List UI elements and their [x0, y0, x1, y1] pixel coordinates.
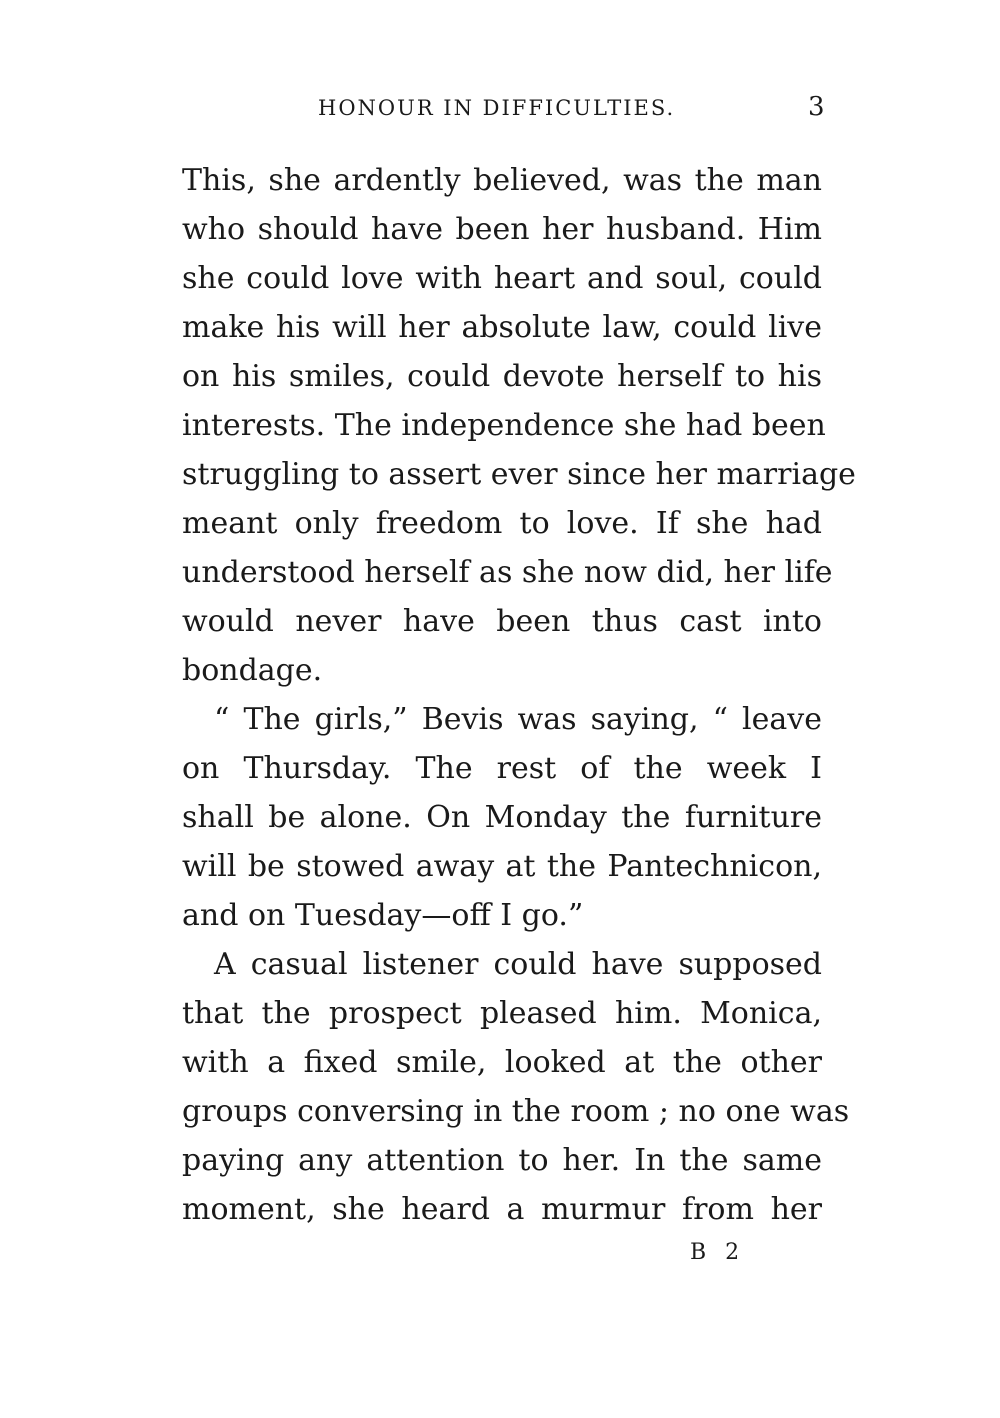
text-line: interests. The independence she had been [182, 408, 826, 443]
text-line: groups conversing in the room ; no one was [182, 1094, 850, 1129]
page-number: 3 [808, 92, 825, 122]
text-line: make his will her absolute law, could live [182, 310, 822, 345]
signature-mark: B 2 [690, 1240, 746, 1265]
text-line: that the prospect pleased him. Monica, [182, 996, 822, 1031]
text-line: paying any attention to her. In the same [182, 1143, 822, 1178]
text-line: will be stowed away at the Pantechnicon, [182, 849, 822, 884]
text-line: shall be alone. On Monday the furniture [182, 800, 822, 835]
text-line: on Thursday. The rest of the week I [182, 751, 822, 786]
text-line: meant only freedom to love. If she had [182, 506, 822, 541]
text-line: “ The girls,” Bevis was saying, “ leave [214, 702, 822, 737]
running-title: HONOUR IN DIFFICULTIES. [318, 96, 676, 120]
text-line: moment, she heard a murmur from her [182, 1192, 822, 1227]
body-text [182, 156, 856, 1234]
text-line: struggling to assert ever since her marriage [182, 457, 856, 492]
text-line: who should have been her husband. Him [182, 212, 822, 247]
text-line: would never have been thus cast into [182, 604, 822, 639]
text-line: with a fixed smile, looked at the other [182, 1045, 822, 1080]
text-line: on his smiles, could devote herself to his [182, 359, 822, 394]
text-line: and on Tuesday—off I go.” [182, 898, 584, 933]
text-line: bondage. [182, 653, 323, 688]
text-line: she could love with heart and soul, could [182, 261, 822, 296]
text-line: This, she ardently believed, was the man [182, 163, 822, 198]
text-line: A casual listener could have supposed [214, 947, 822, 982]
text-line: understood herself as she now did, her life [182, 555, 833, 590]
